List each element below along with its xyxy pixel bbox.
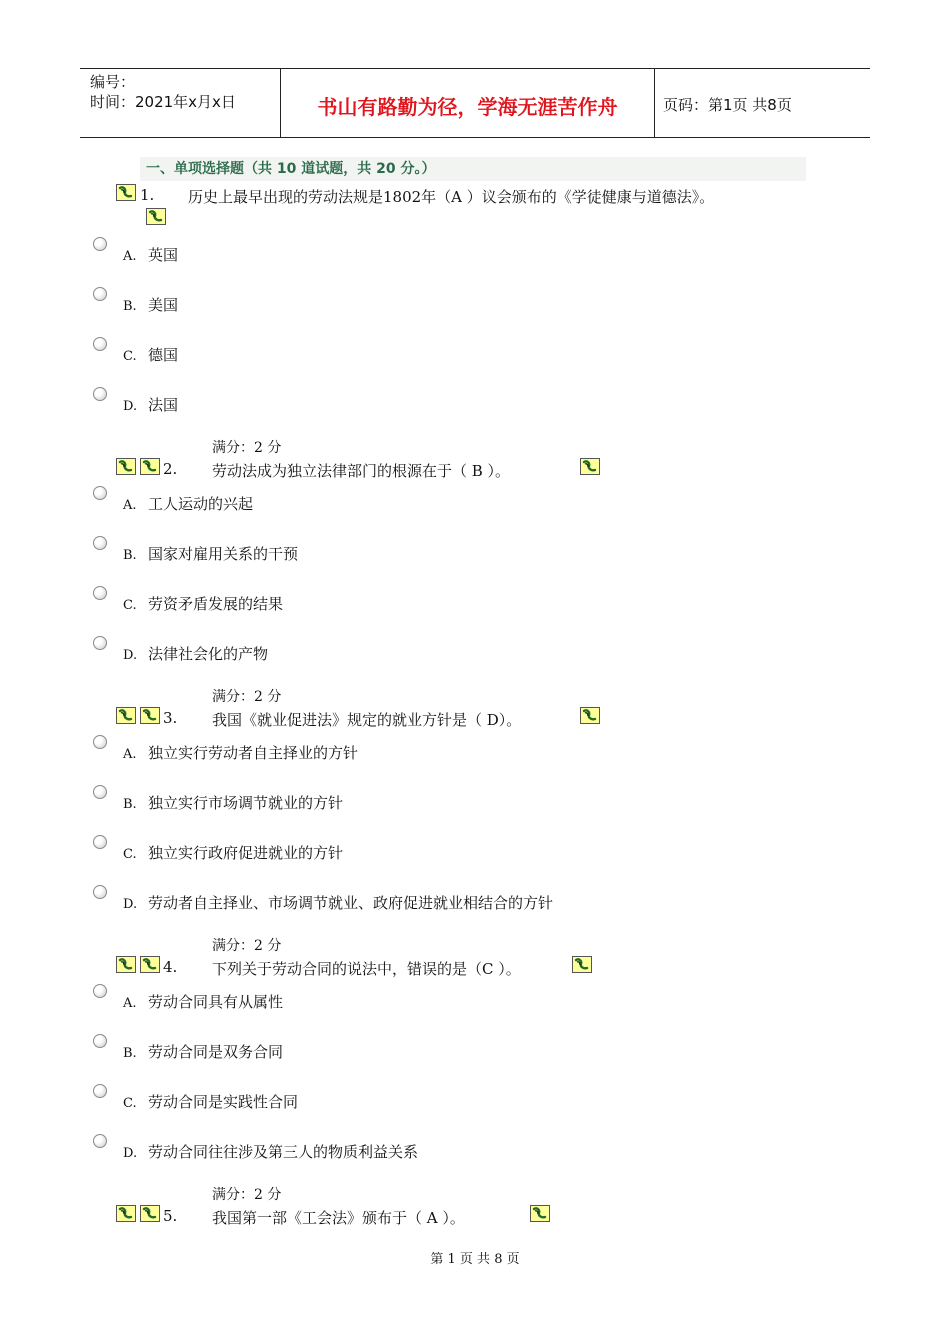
question-number: 3. (163, 709, 178, 727)
option-letter: B. (123, 548, 137, 563)
option-item (123, 493, 253, 514)
option-item (123, 742, 358, 763)
note-icon[interactable] (116, 184, 136, 201)
option-radio[interactable] (93, 1034, 107, 1048)
option-radio[interactable] (93, 984, 107, 998)
note-icon[interactable] (140, 458, 160, 475)
option-item (123, 244, 178, 265)
option-text: 劳资矛盾发展的结果 (148, 595, 284, 613)
note-icon[interactable] (116, 458, 136, 475)
option-item (123, 643, 268, 664)
option-text: 独立实行政府促进就业的方针 (148, 844, 344, 862)
option-item (123, 1141, 418, 1162)
motto: 书山有路勤为径，学海无涯苦作舟 (317, 95, 618, 119)
option-letter: A. (123, 747, 137, 762)
option-text: 法律社会化的产物 (148, 645, 269, 663)
option-text: 独立实行市场调节就业的方针 (148, 794, 344, 812)
option-letter: A. (123, 498, 137, 513)
note-icon[interactable] (140, 956, 160, 973)
option-letter: C. (123, 847, 137, 862)
option-letter: A. (123, 249, 137, 264)
option-letter: D. (123, 897, 138, 912)
option-text: 美国 (148, 296, 179, 314)
option-text: 劳动合同是双务合同 (148, 1043, 284, 1061)
question-text: 我国《就业促进法》规定的就业方针是（ D）。 (212, 711, 522, 729)
note-icon[interactable] (572, 956, 592, 973)
option-radio[interactable] (93, 1134, 107, 1148)
option-text: 劳动合同往往涉及第三人的物质利益关系 (148, 1143, 419, 1161)
score-line: 满分：2 分 (212, 1187, 282, 1203)
option-radio[interactable] (93, 387, 107, 401)
option-letter: C. (123, 1096, 137, 1111)
score-line: 满分：2 分 (212, 689, 282, 705)
score-line: 满分：2 分 (212, 440, 282, 456)
option-text: 德国 (148, 346, 179, 364)
option-item (123, 991, 283, 1012)
option-item (123, 1091, 298, 1112)
note-icon[interactable] (116, 707, 136, 724)
page-label: 页码：第1页 共8页 (663, 96, 792, 114)
note-icon[interactable] (116, 956, 136, 973)
option-text: 劳动者自主择业、市场调节就业、政府促进就业相结合的方针 (148, 894, 554, 912)
option-radio[interactable] (93, 287, 107, 301)
question-text: 劳动法成为独立法律部门的根源在于（ B ）。 (212, 462, 511, 480)
option-radio[interactable] (93, 785, 107, 799)
option-text: 国家对雇用关系的干预 (148, 545, 299, 563)
option-radio[interactable] (93, 1084, 107, 1098)
option-text: 工人运动的兴起 (148, 495, 254, 513)
date-label: 时间：2021年x月x日 (90, 93, 236, 111)
header-left (90, 72, 236, 112)
option-radio[interactable] (93, 885, 107, 899)
question-text: 我国第一部《工会法》颁布于（ A ）。 (212, 1209, 465, 1227)
question-number: 4. (163, 958, 178, 976)
note-icon[interactable] (580, 707, 600, 724)
note-icon[interactable] (116, 1205, 136, 1222)
option-item (123, 543, 298, 564)
option-letter: D. (123, 648, 138, 663)
option-item (123, 1041, 283, 1062)
option-radio[interactable] (93, 337, 107, 351)
page-header (80, 68, 870, 138)
note-icon[interactable] (140, 1205, 160, 1222)
question-text: 历史上最早出现的劳动法规是1802年（A ）议会颁布的《学徒健康与道德法》。 (188, 188, 715, 206)
note-icon[interactable] (580, 458, 600, 475)
option-text: 劳动合同是实践性合同 (148, 1093, 299, 1111)
option-letter: D. (123, 1146, 138, 1161)
option-text: 劳动合同具有从属性 (148, 993, 284, 1011)
question-number: 5. (163, 1207, 178, 1225)
question-number: 2. (163, 460, 178, 478)
option-radio[interactable] (93, 735, 107, 749)
option-item (123, 842, 343, 863)
option-text: 独立实行劳动者自主择业的方针 (148, 744, 359, 762)
option-letter: C. (123, 598, 137, 613)
option-radio[interactable] (93, 237, 107, 251)
question-number: 1. (140, 186, 155, 204)
option-text: 英国 (148, 246, 179, 264)
option-radio[interactable] (93, 835, 107, 849)
number-label: 编号： (90, 73, 136, 91)
option-letter: B. (123, 1046, 137, 1061)
option-radio[interactable] (93, 536, 107, 550)
option-radio[interactable] (93, 636, 107, 650)
option-text: 法国 (148, 396, 179, 414)
score-line: 满分：2 分 (212, 938, 282, 954)
option-item (123, 892, 553, 913)
section-title: 一、单项选择题（共 10 道试题，共 20 分。） (140, 157, 806, 181)
option-letter: B. (123, 299, 137, 314)
option-letter: D. (123, 399, 138, 414)
option-item (123, 294, 178, 315)
note-icon[interactable] (140, 707, 160, 724)
option-item (123, 394, 178, 415)
option-item (123, 344, 178, 365)
option-letter: C. (123, 349, 137, 364)
option-item (123, 593, 283, 614)
option-radio[interactable] (93, 586, 107, 600)
option-radio[interactable] (93, 486, 107, 500)
note-icon[interactable] (530, 1205, 550, 1222)
question-text: 下列关于劳动合同的说法中，错误的是（C ）。 (212, 960, 521, 978)
page-footer: 第 1 页 共 8 页 (430, 1252, 520, 1267)
option-letter: A. (123, 996, 137, 1011)
option-letter: B. (123, 797, 137, 812)
option-item (123, 792, 343, 813)
note-icon[interactable] (146, 208, 166, 225)
